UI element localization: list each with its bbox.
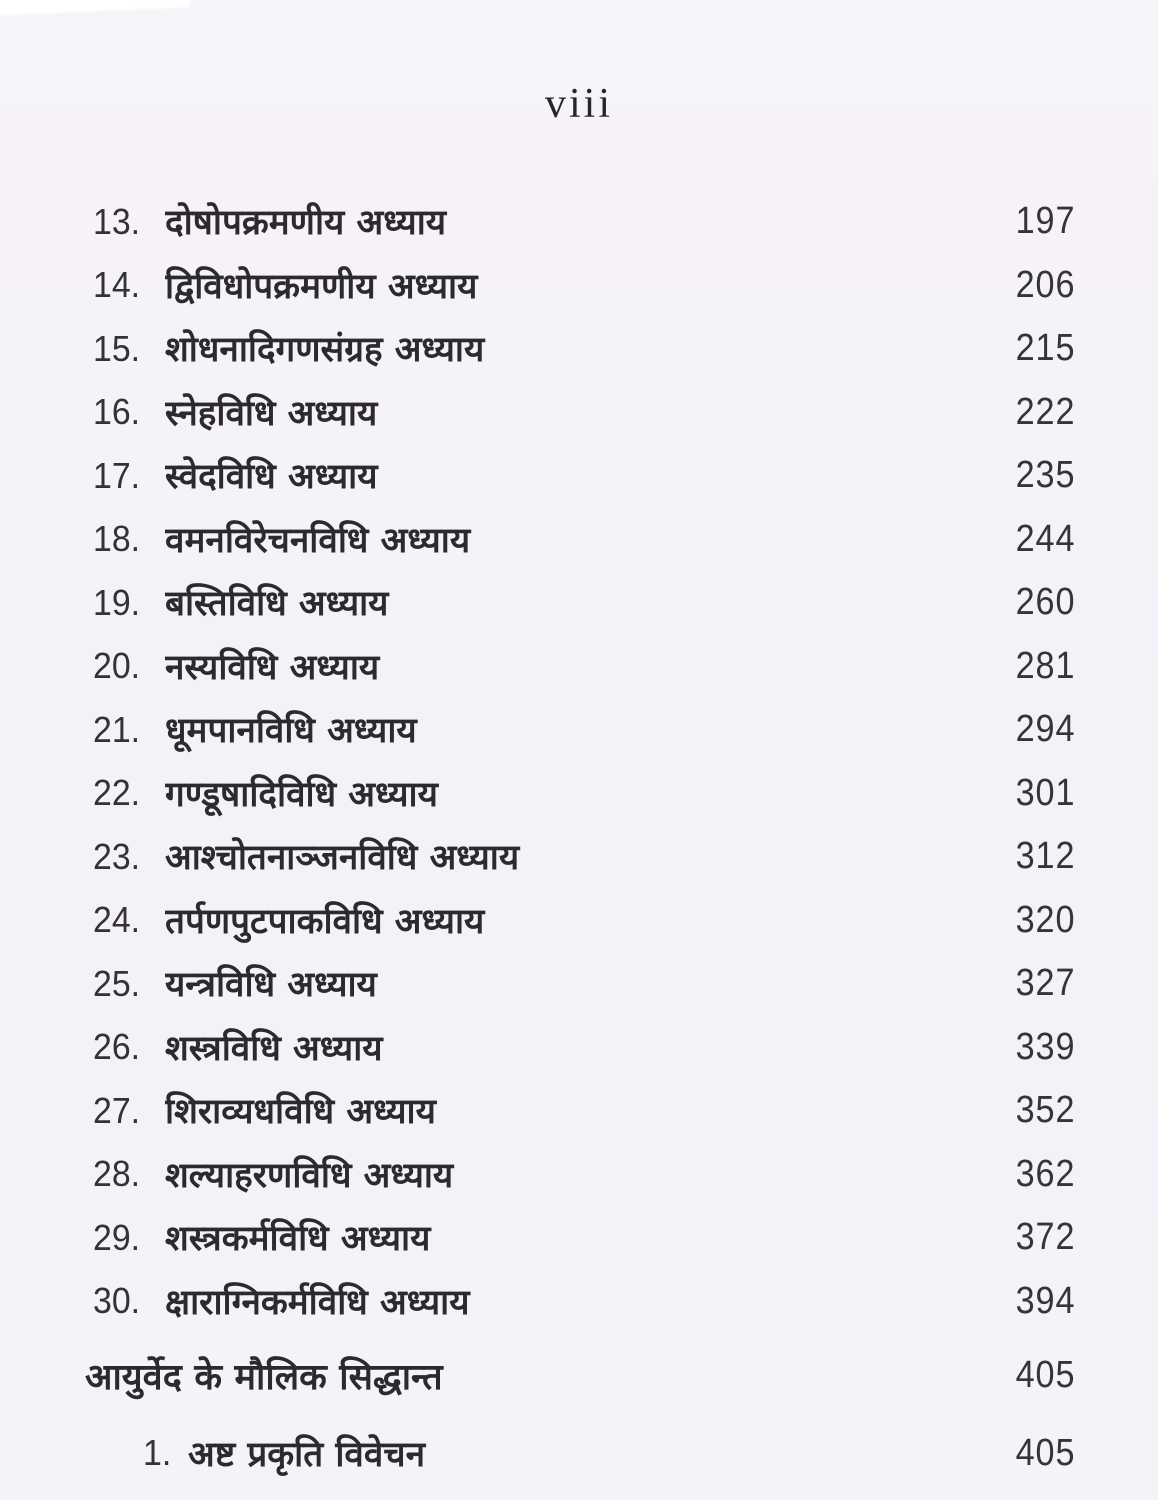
toc-entry-number: 19. [93,581,141,623]
toc-entry [0,1270,1158,1334]
toc-section-heading [0,1339,1158,1411]
toc-entry-number: 14. [93,264,141,306]
toc-entry-title: स्वेदविधि अध्याय [165,457,378,498]
scan-edge-artifact [0,0,190,17]
toc-entry-number: 26. [93,1026,141,1068]
toc-entry-number: 1. [143,1432,172,1473]
toc-entry-title: अष्ट प्रकृति विवेचन [188,1434,425,1475]
toc-entry-page: 339 [1015,1025,1075,1068]
toc-entry [0,254,1158,318]
toc-entry-page: 301 [1015,771,1075,814]
page-number-roman: viii [544,81,613,127]
toc-entry [0,508,1158,572]
toc-entry-title: यन्त्रविधि अध्याय [165,965,377,1006]
toc-entry-page: 327 [1015,962,1075,1005]
toc-entry-title: वमनविरेचनविधि अध्याय [165,520,471,561]
toc-entry-title: शिराव्यधविधि अध्याय [165,1092,436,1133]
toc-entry-title: बस्तिविधि अध्याय [165,584,389,625]
toc-entry-number: 21. [93,708,141,750]
toc-entry-number: 15. [93,327,141,369]
toc-entry-page: 260 [1015,581,1075,624]
toc-entry-number: 25. [93,962,141,1004]
toc-entry-page: 244 [1015,517,1075,560]
toc-entry [0,635,1158,699]
toc-entry [0,889,1158,953]
toc-entry [0,952,1158,1016]
toc-entry-number: 27. [93,1089,141,1131]
toc-entry-title: शल्याहरणविधि अध्याय [165,1155,454,1196]
toc-entry-title: शोधनादिगणसंग्रह अध्याय [165,330,485,371]
toc-entry [0,1206,1158,1270]
toc-entry [0,571,1158,635]
toc-entry [0,1079,1158,1143]
toc-entry [0,381,1158,445]
toc-entry-page: 197 [1015,200,1075,243]
toc-entry-number: 18. [93,518,141,560]
toc-section-page: 405 [1015,1353,1075,1396]
toc-entry-title: दोषोपक्रमणीय अध्याय [165,203,447,244]
toc-entry-page: 362 [1015,1152,1075,1195]
toc-entry [0,190,1158,254]
toc-entry-number: 16. [93,391,141,433]
toc-entry-page: 394 [1015,1279,1075,1322]
toc-entry-number: 29. [93,1216,141,1258]
toc-entry [0,1016,1158,1080]
toc-section-title: आयुर्वेद के मौलिक सिद्धान्त [85,1356,443,1398]
toc-entry-title: आश्चोतनाञ्जनविधि अध्याय [165,838,520,879]
toc-entry-page: 206 [1015,263,1075,306]
toc-entry-title: स्नेहविधि अध्याय [165,393,378,434]
toc-entry-title: धूमपानविधि अध्याय [165,711,417,752]
toc-entry-number: 17. [93,454,141,496]
toc-entry-number: 30. [93,1280,141,1322]
toc-entry-title: नस्यविधि अध्याय [165,647,380,688]
toc-entry-page: 222 [1015,390,1075,433]
toc-sub-list [0,1417,1158,1489]
toc-list [0,190,1158,1333]
toc-entry-title: शस्त्रकर्मविधि अध्याय [165,1219,431,1260]
toc-entry-title: क्षाराग्निकर्मविधि अध्याय [165,1282,470,1323]
toc-entry-page: 372 [1015,1216,1075,1259]
toc-entry-number: 13. [93,200,141,242]
toc-entry-page: 405 [1015,1431,1075,1474]
toc-entry-page: 352 [1015,1089,1075,1132]
toc-entry-title: द्विविधोपक्रमणीय अध्याय [165,266,478,307]
toc-entry-title: तर्पणपुटपाकविधि अध्याय [165,901,485,942]
toc-entry-number: 23. [93,835,141,877]
toc-entry-title: शस्त्रविधि अध्याय [165,1028,383,1069]
toc-entry [0,1417,1158,1489]
toc-entry-number: 22. [93,772,141,814]
toc-entry [0,317,1158,381]
toc-entry [0,825,1158,889]
toc-entry-number: 24. [93,899,141,941]
toc-entry [0,698,1158,762]
toc-entry [0,444,1158,508]
toc-entry-page: 312 [1015,835,1075,878]
toc-entry-number: 20. [93,645,141,687]
toc-entry-page: 294 [1015,708,1075,751]
toc-entry-number: 28. [93,1153,141,1195]
toc-entry [0,762,1158,826]
toc-entry-page: 235 [1015,454,1075,497]
toc-entry [0,1143,1158,1207]
toc-entry-page: 215 [1015,327,1075,370]
toc-entry-page: 281 [1015,644,1075,687]
toc-entry-title: गण्डूषादिविधि अध्याय [165,774,438,815]
toc-entry-page: 320 [1015,898,1075,941]
